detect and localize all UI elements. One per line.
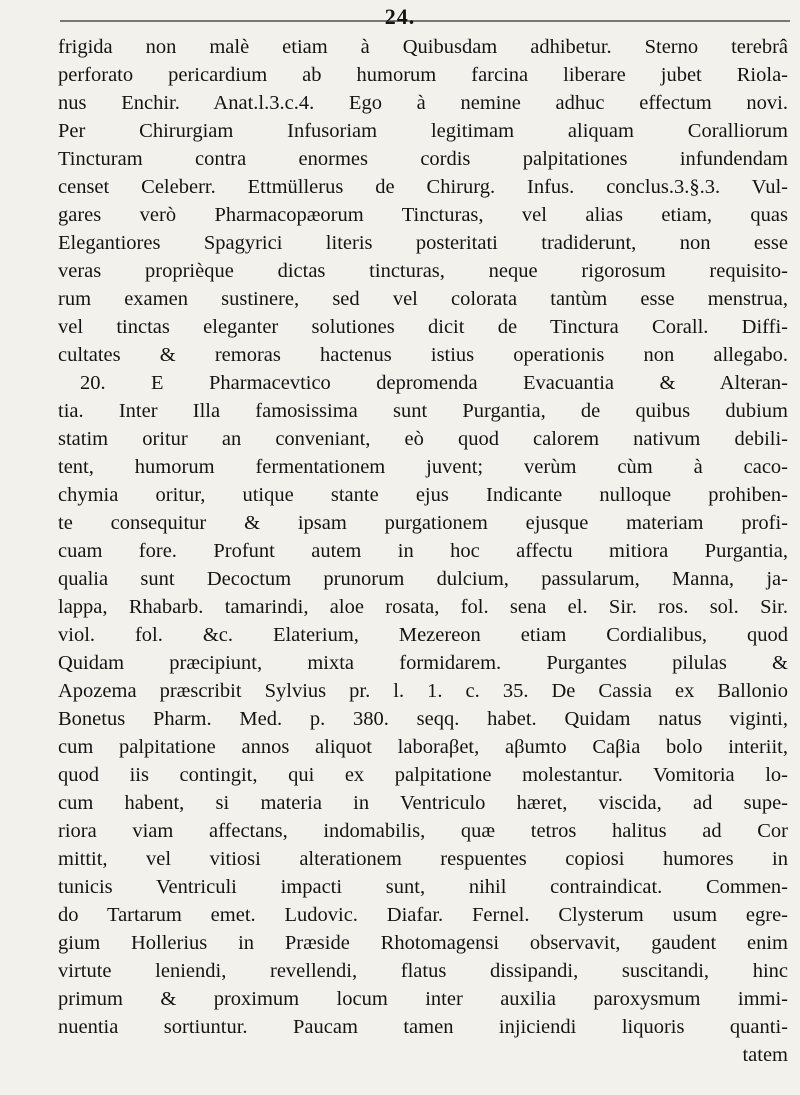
text-line: statim oritur an conveniant, eò quod calorem nativum debili- bbox=[58, 428, 788, 450]
text-line: rum examen sustinere, sed vel colorata tantùm esse menstrua, bbox=[58, 288, 788, 310]
text-line: Per Chirurgiam Infusoriam legitimam aliquam Coralliorum bbox=[58, 120, 788, 142]
text-line: censet Celeberr. Ettmüllerus de Chirurg. Infus. conclus.3.§.3. Vul- bbox=[58, 176, 788, 198]
text-line: qualia sunt Decoctum prunorum dulcium, passularum, Manna, ja- bbox=[58, 568, 788, 590]
text-line: gium Hollerius in Præside Rhotomagensi observavit, gaudent enim bbox=[58, 932, 788, 954]
text-line: cultates & remoras hactenus istius operationis non allegabo. bbox=[58, 344, 788, 366]
text-line: perforato pericardium ab humorum farcina liberare jubet Riola- bbox=[58, 64, 788, 86]
text-line: riora viam affectans, indomabilis, quæ tetros halitus ad Cor bbox=[58, 820, 788, 842]
text-line: quod iis contingit, qui ex palpitatione molestantur. Vomitoria lo- bbox=[58, 764, 788, 786]
text-line: Apozema præscribit Sylvius pr. l. 1. c. 35. De Cassia ex Ballonio bbox=[58, 680, 788, 702]
text-line: gares verò Pharmacopæorum Tincturas, vel alias etiam, quas bbox=[58, 204, 788, 226]
page-number: 24. bbox=[384, 4, 416, 29]
text-line: lappa, Rhabarb. tamarindi, aloe rosata, fol. sena el. Sir. ros. sol. Sir. bbox=[58, 596, 788, 618]
text-line: Quidam præcipiunt, mixta formidarem. Purgantes pilulas & bbox=[58, 652, 788, 674]
text-line: nus Enchir. Anat.l.3.c.4. Ego à nemine adhuc effectum novi. bbox=[58, 92, 788, 114]
text-line: chymia oritur, utique stante ejus Indicante nulloque prohiben- bbox=[58, 484, 788, 506]
text-line: te consequitur & ipsam purgationem ejusque materiam profi- bbox=[58, 512, 788, 534]
text-line: tent, humorum fermentationem juvent; verùm cùm à caco- bbox=[58, 456, 788, 478]
body-text bbox=[58, 33, 788, 1069]
text-line: mittit, vel vitiosi alterationem respuentes copiosi humores in bbox=[58, 848, 788, 870]
text-line: tatem bbox=[742, 1044, 788, 1066]
text-line: vel tinctas eleganter solutiones dicit de Tinctura Corall. Diffi- bbox=[58, 316, 788, 338]
text-line: veras proprièque dictas tincturas, neque rigorosum requisito- bbox=[58, 260, 788, 282]
text-line: do Tartarum emet. Ludovic. Diafar. Fernel. Clysterum usum egre- bbox=[58, 904, 788, 926]
text-line: 20. E Pharmacevtico depromenda Evacuantia & Alteran- bbox=[80, 372, 788, 394]
text-line: tia. Inter Illa famosissima sunt Purgantia, de quibus dubium bbox=[58, 400, 788, 422]
text-line: cum palpitatione annos aliquot laboraβet, aβumto Caβia bolo interiit, bbox=[58, 736, 788, 758]
text-line: cum habent, si materia in Ventriculo hæret, viscida, ad supe- bbox=[58, 792, 788, 814]
text-line: Bonetus Pharm. Med. p. 380. seqq. habet. Quidam natus viginti, bbox=[58, 708, 788, 730]
text-line: primum & proximum locum inter auxilia paroxysmum immi- bbox=[58, 988, 788, 1010]
text-line: nuentia sortiuntur. Paucam tamen injiciendi liquoris quanti- bbox=[58, 1016, 788, 1038]
text-line: Tincturam contra enormes cordis palpitationes infundendam bbox=[58, 148, 788, 170]
text-line: tunicis Ventriculi impacti sunt, nihil contraindicat. Commen- bbox=[58, 876, 788, 898]
text-line: frigida non malè etiam à Quibusdam adhibetur. Sterno terebrâ bbox=[58, 36, 788, 58]
text-line: virtute leniendi, revellendi, flatus dissipandi, suscitandi, hinc bbox=[58, 960, 788, 982]
text-line: Elegantiores Spagyrici literis posteritati tradiderunt, non esse bbox=[58, 232, 788, 254]
text-line: cuam fore. Profunt autem in hoc affectu mitiora Purgantia, bbox=[58, 540, 788, 562]
text-line: viol. fol. &c. Elaterium, Mezereon etiam Cordialibus, quod bbox=[58, 624, 788, 646]
